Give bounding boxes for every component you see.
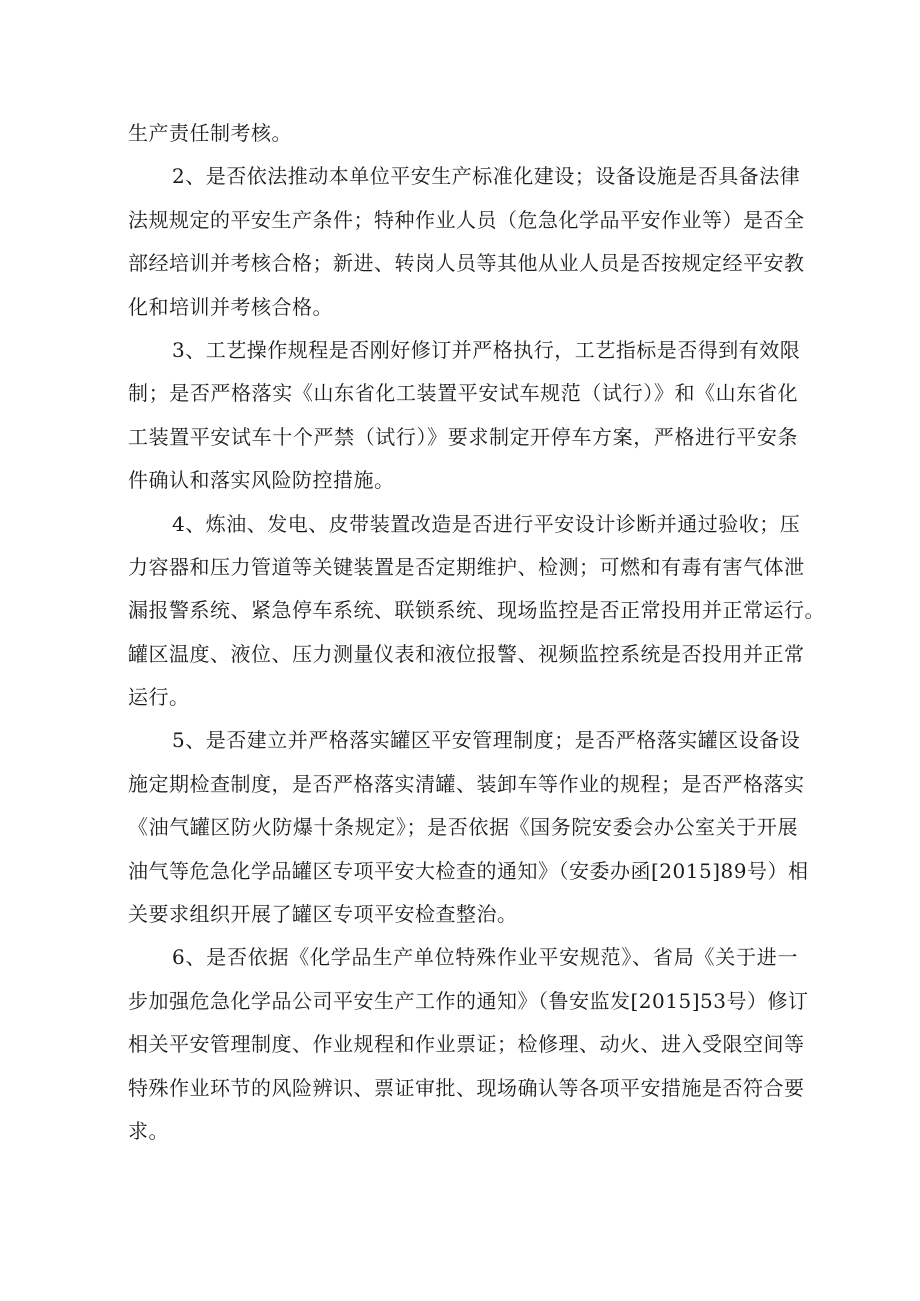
paragraph-item-5 [128, 719, 809, 936]
text-line: 施定期检查制度，是否严格落实清罐、装卸车等作业的规程；是否严格落实 [128, 771, 805, 796]
text-line: 6、是否依据《化学品生产单位特殊作业平安规范》、省局《关于进一 [172, 945, 798, 970]
text-line: 相关平安管理制度、作业规程和作业票证；检修理、动火、进入受限空间等 [128, 1032, 805, 1057]
paragraph-item-6 [128, 936, 809, 1153]
text-line: 法规规定的平安生产条件；特种作业人员（危急化学品平安作业等）是否全 [128, 207, 805, 232]
text-line: 关要求组织开展了罐区专项平安检查整治。 [128, 902, 518, 927]
text-line: 4、炼油、发电、皮带装置改造是否进行平安设计诊断并通过验收；压 [172, 511, 801, 536]
text-line: 部经培训并考核合格；新进、转岗人员等其他从业人员是否按规定经平安教 [128, 251, 805, 276]
document-body [128, 112, 825, 1153]
text-line: 工装置平安试车十个严禁（试行）》要求制定开停车方案，严格进行平安条 [128, 424, 798, 449]
paragraph-item-4 [128, 503, 825, 720]
text-line: 化和培训并考核合格。 [128, 294, 333, 319]
text-line: 油气等危急化学品罐区专项平安大检查的通知》（安委办函[2015]89号）相 [128, 858, 809, 883]
text-line: 5、是否建立并严格落实罐区平安管理制度；是否严格落实罐区设备设 [172, 728, 801, 753]
text-line: 制；是否严格落实《山东省化工装置平安试车规范（试行）》和《山东省化 [128, 381, 798, 406]
text-line: 罐区温度、液位、压力测量仪表和液位报警、视频监控系统是否投用并正常 [128, 641, 805, 666]
paragraph-continuation [128, 112, 798, 155]
text-line: 力容器和压力管道等关键装置是否定期维护、检测；可燃和有毒有害气体泄 [128, 554, 805, 579]
text-line: 漏报警系统、紧急停车系统、联锁系统、现场监控是否正常投用并正常运行。 [128, 598, 825, 623]
text-line: 求。 [128, 1118, 169, 1143]
text-line: 运行。 [128, 685, 190, 710]
paragraph-item-2 [128, 155, 805, 329]
text-line: 件确认和落实风险防控措施。 [128, 468, 395, 493]
text-line: 3、工艺操作规程是否刚好修订并严格执行，工艺指标是否得到有效限 [172, 337, 801, 362]
paragraph-item-3 [128, 329, 801, 503]
text-line: 步加强危急化学品公司平安生产工作的通知》（鲁安监发[2015]53号）修订 [128, 988, 809, 1013]
text-line: 《油气罐区防火防爆十条规定》；是否依据《国务院安委会办公室关于开展 [128, 815, 798, 840]
text-line: 生产责任制考核。 [128, 121, 292, 145]
text-line: 特殊作业环节的风险辨识、票证审批、现场确认等各项平安措施是否符合要 [128, 1075, 805, 1100]
text-line: 2、是否依法推动本单位平安生产标准化建设；设备设施是否具备法律 [172, 164, 801, 189]
